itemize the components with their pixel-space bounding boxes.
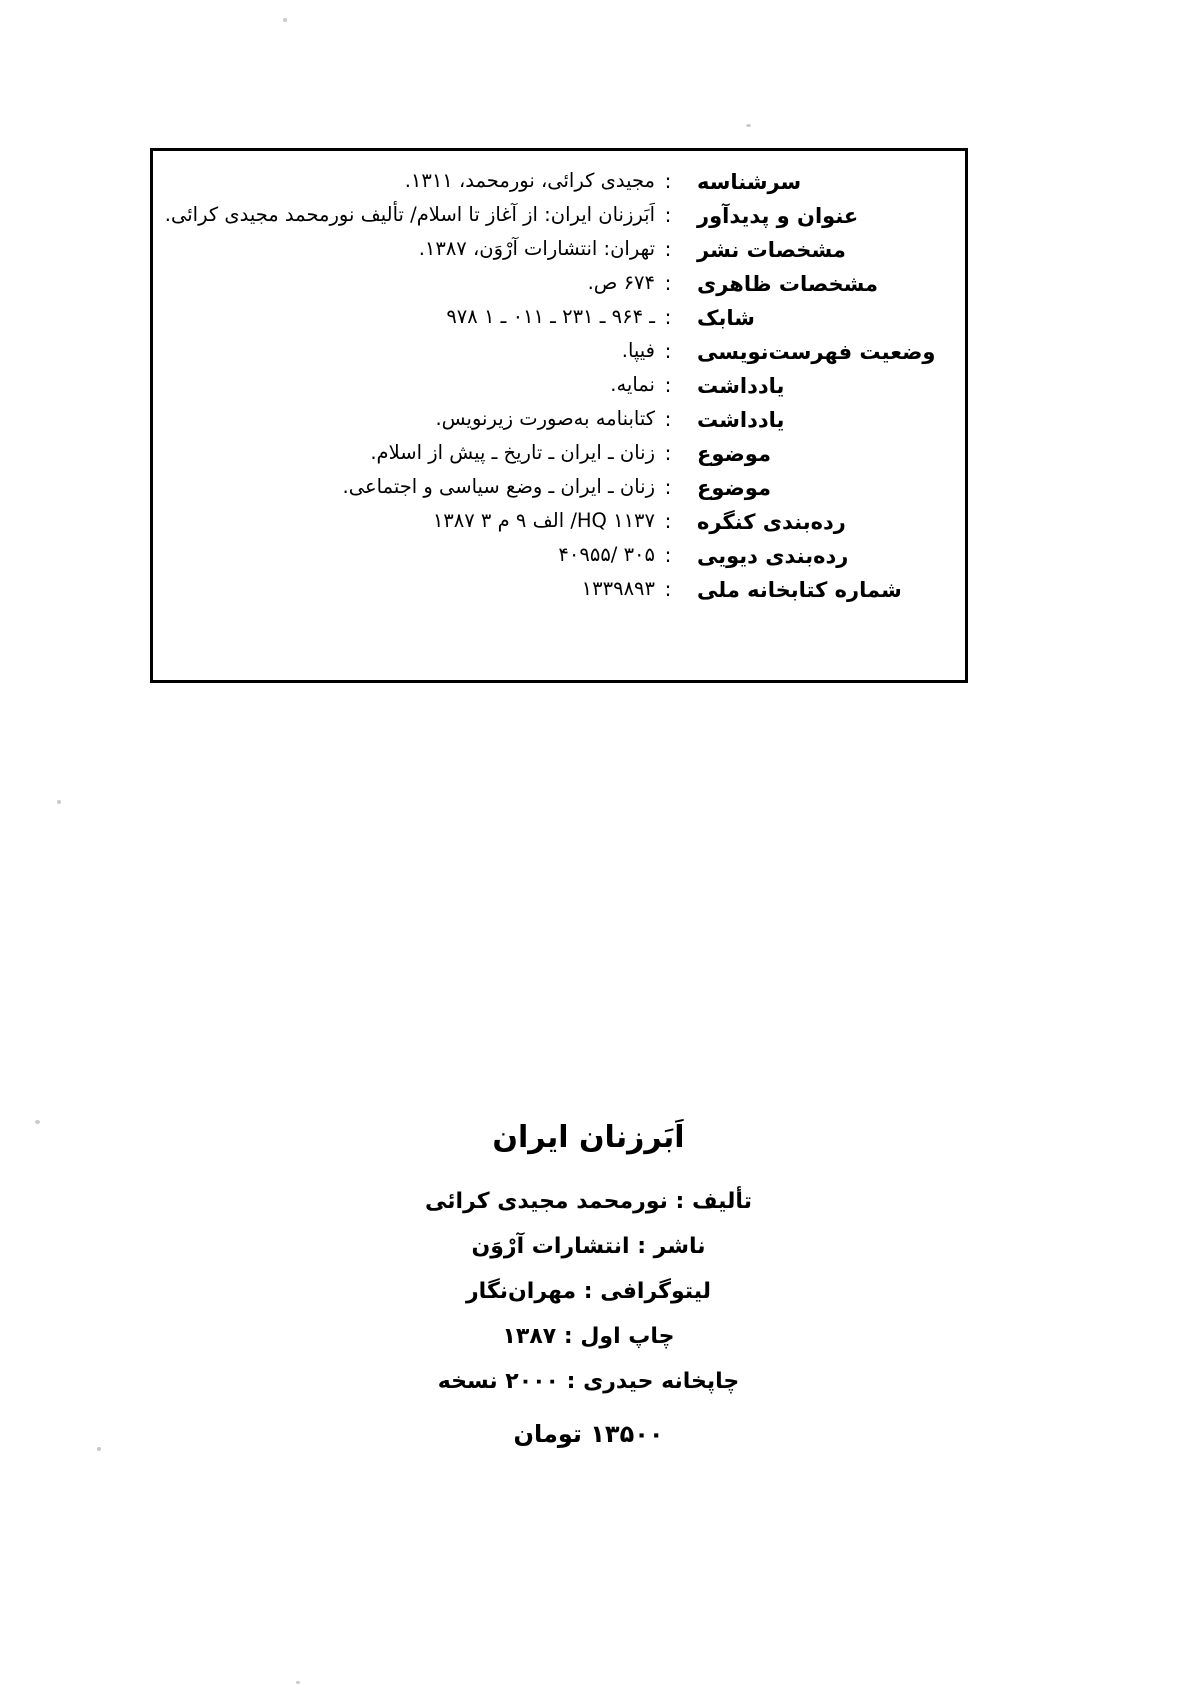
cip-value-text: ۶۷۴ ص.: [587, 271, 655, 295]
table-row: [153, 437, 965, 471]
cip-label: مشخصات ظاهری: [697, 272, 879, 297]
national-library-number-value: ۱۳۳۹۸۹۳: [581, 577, 655, 601]
lc-classification-value: HQ ۱۱۳۷/ الف ۹ م ۳ ۱۳۸۷: [432, 509, 655, 533]
cip-label: سرشناسه: [697, 170, 802, 194]
cip-value: [153, 539, 661, 573]
cip-value: [153, 369, 661, 403]
cip-label: شابک: [697, 306, 755, 331]
cip-value: [153, 573, 661, 607]
cip-box: [150, 148, 968, 683]
cip-label: یادداشت: [697, 408, 785, 433]
cip-value: [153, 267, 661, 301]
table-row: [153, 267, 965, 301]
cip-label: مشخصات نشر: [697, 238, 846, 263]
cip-value-text: زنان ـ ایران ـ تاریخ ـ پیش از اسلام.: [370, 441, 655, 465]
cip-label: رده‌بندی کنگره: [697, 510, 846, 535]
colophon: [0, 1120, 1177, 1448]
colophon-author-line: تألیف : نورمحمد مجیدی کرائی: [425, 1189, 752, 1214]
scan-speck: [746, 124, 751, 127]
price-label: ۱۳۵۰۰ تومان: [513, 1420, 664, 1448]
cip-label: موضوع: [697, 442, 771, 467]
cip-value: [153, 437, 661, 471]
cip-separator: :: [664, 203, 672, 228]
cip-value: [153, 471, 661, 505]
table-row: [153, 539, 965, 573]
cip-separator: :: [664, 237, 672, 262]
table-row: [153, 335, 965, 369]
cip-value-text: فیپا.: [621, 339, 655, 363]
cip-label: رده‌بندی دیویی: [697, 544, 849, 569]
colophon-edition-line: چاپ اول : ۱۳۸۷: [502, 1324, 675, 1349]
table-row: [153, 505, 965, 539]
colophon-lithography-line: لیتوگرافی : مهران‌نگار: [466, 1279, 711, 1304]
table-row: [153, 471, 965, 505]
table-row: [153, 403, 965, 437]
cip-table: [153, 165, 965, 607]
cip-value-text: تهران: انتشارات آرْوَن، ۱۳۸۷.: [418, 237, 655, 261]
cip-value-text: مجیدی کرائی، نورمحمد، ۱۳۱۱.: [404, 169, 655, 192]
cip-value-text: اَبَرزنان ایران: از آغاز تا اسلام/ تألیف نورمحمد مجیدی کرائی.: [164, 203, 655, 227]
cip-value: [153, 335, 661, 369]
cip-value-text: کتابنامه به‌صورت زیرنویس.: [435, 407, 655, 431]
cip-separator: :: [664, 271, 672, 296]
cip-label: موضوع: [697, 476, 771, 501]
cip-label: وضعیت فهرست‌نویسی: [697, 340, 936, 365]
cip-value: [153, 233, 661, 267]
cip-separator: :: [664, 373, 672, 398]
dewey-value: ۳۰۵ /۴۰۹۵۵: [558, 543, 655, 567]
table-row: [153, 199, 965, 233]
table-row: [153, 369, 965, 403]
table-row: [153, 301, 965, 335]
scan-speck: [57, 800, 61, 804]
cip-separator: :: [664, 509, 672, 534]
cip-separator: :: [664, 339, 672, 364]
cip-separator: :: [664, 441, 672, 466]
cip-value-text: نمایه.: [610, 373, 655, 397]
cip-value: [153, 505, 661, 539]
cip-value: [153, 301, 661, 335]
table-row: [153, 233, 965, 267]
cip-label: عنوان و پدیدآور: [697, 204, 859, 229]
cip-label: شماره کتابخانه ملی: [697, 578, 902, 603]
cip-separator: :: [664, 577, 672, 602]
cip-separator: :: [664, 407, 672, 432]
table-row: [153, 165, 965, 199]
cip-value: [153, 199, 661, 233]
colophon-print-run-line: چاپخانه حیدری : ۲۰۰۰ نسخه: [437, 1369, 740, 1394]
cip-value-text: زنان ـ ایران ـ وضع سیاسی و اجتماعی.: [342, 475, 655, 499]
isbn-value: ۹۷۸ ـ ۹۶۴ ـ ۲۳۱ ـ ۰۱۱ ـ ۱: [446, 305, 655, 329]
cip-value: [153, 403, 661, 437]
table-row: [153, 573, 965, 607]
scan-speck: [283, 18, 287, 22]
cip-separator: :: [664, 543, 672, 568]
cip-label: یادداشت: [697, 374, 785, 399]
cip-separator: :: [664, 169, 672, 193]
cip-table-body: [153, 165, 965, 607]
book-title: اَبَرزنان ایران: [492, 1120, 685, 1155]
scan-speck: [296, 1681, 300, 1684]
cip-separator: :: [664, 305, 672, 330]
cip-value: [153, 165, 661, 199]
colophon-publisher-line: ناشر : انتشارات آرْوَن: [471, 1234, 706, 1259]
cip-separator: :: [664, 475, 672, 500]
